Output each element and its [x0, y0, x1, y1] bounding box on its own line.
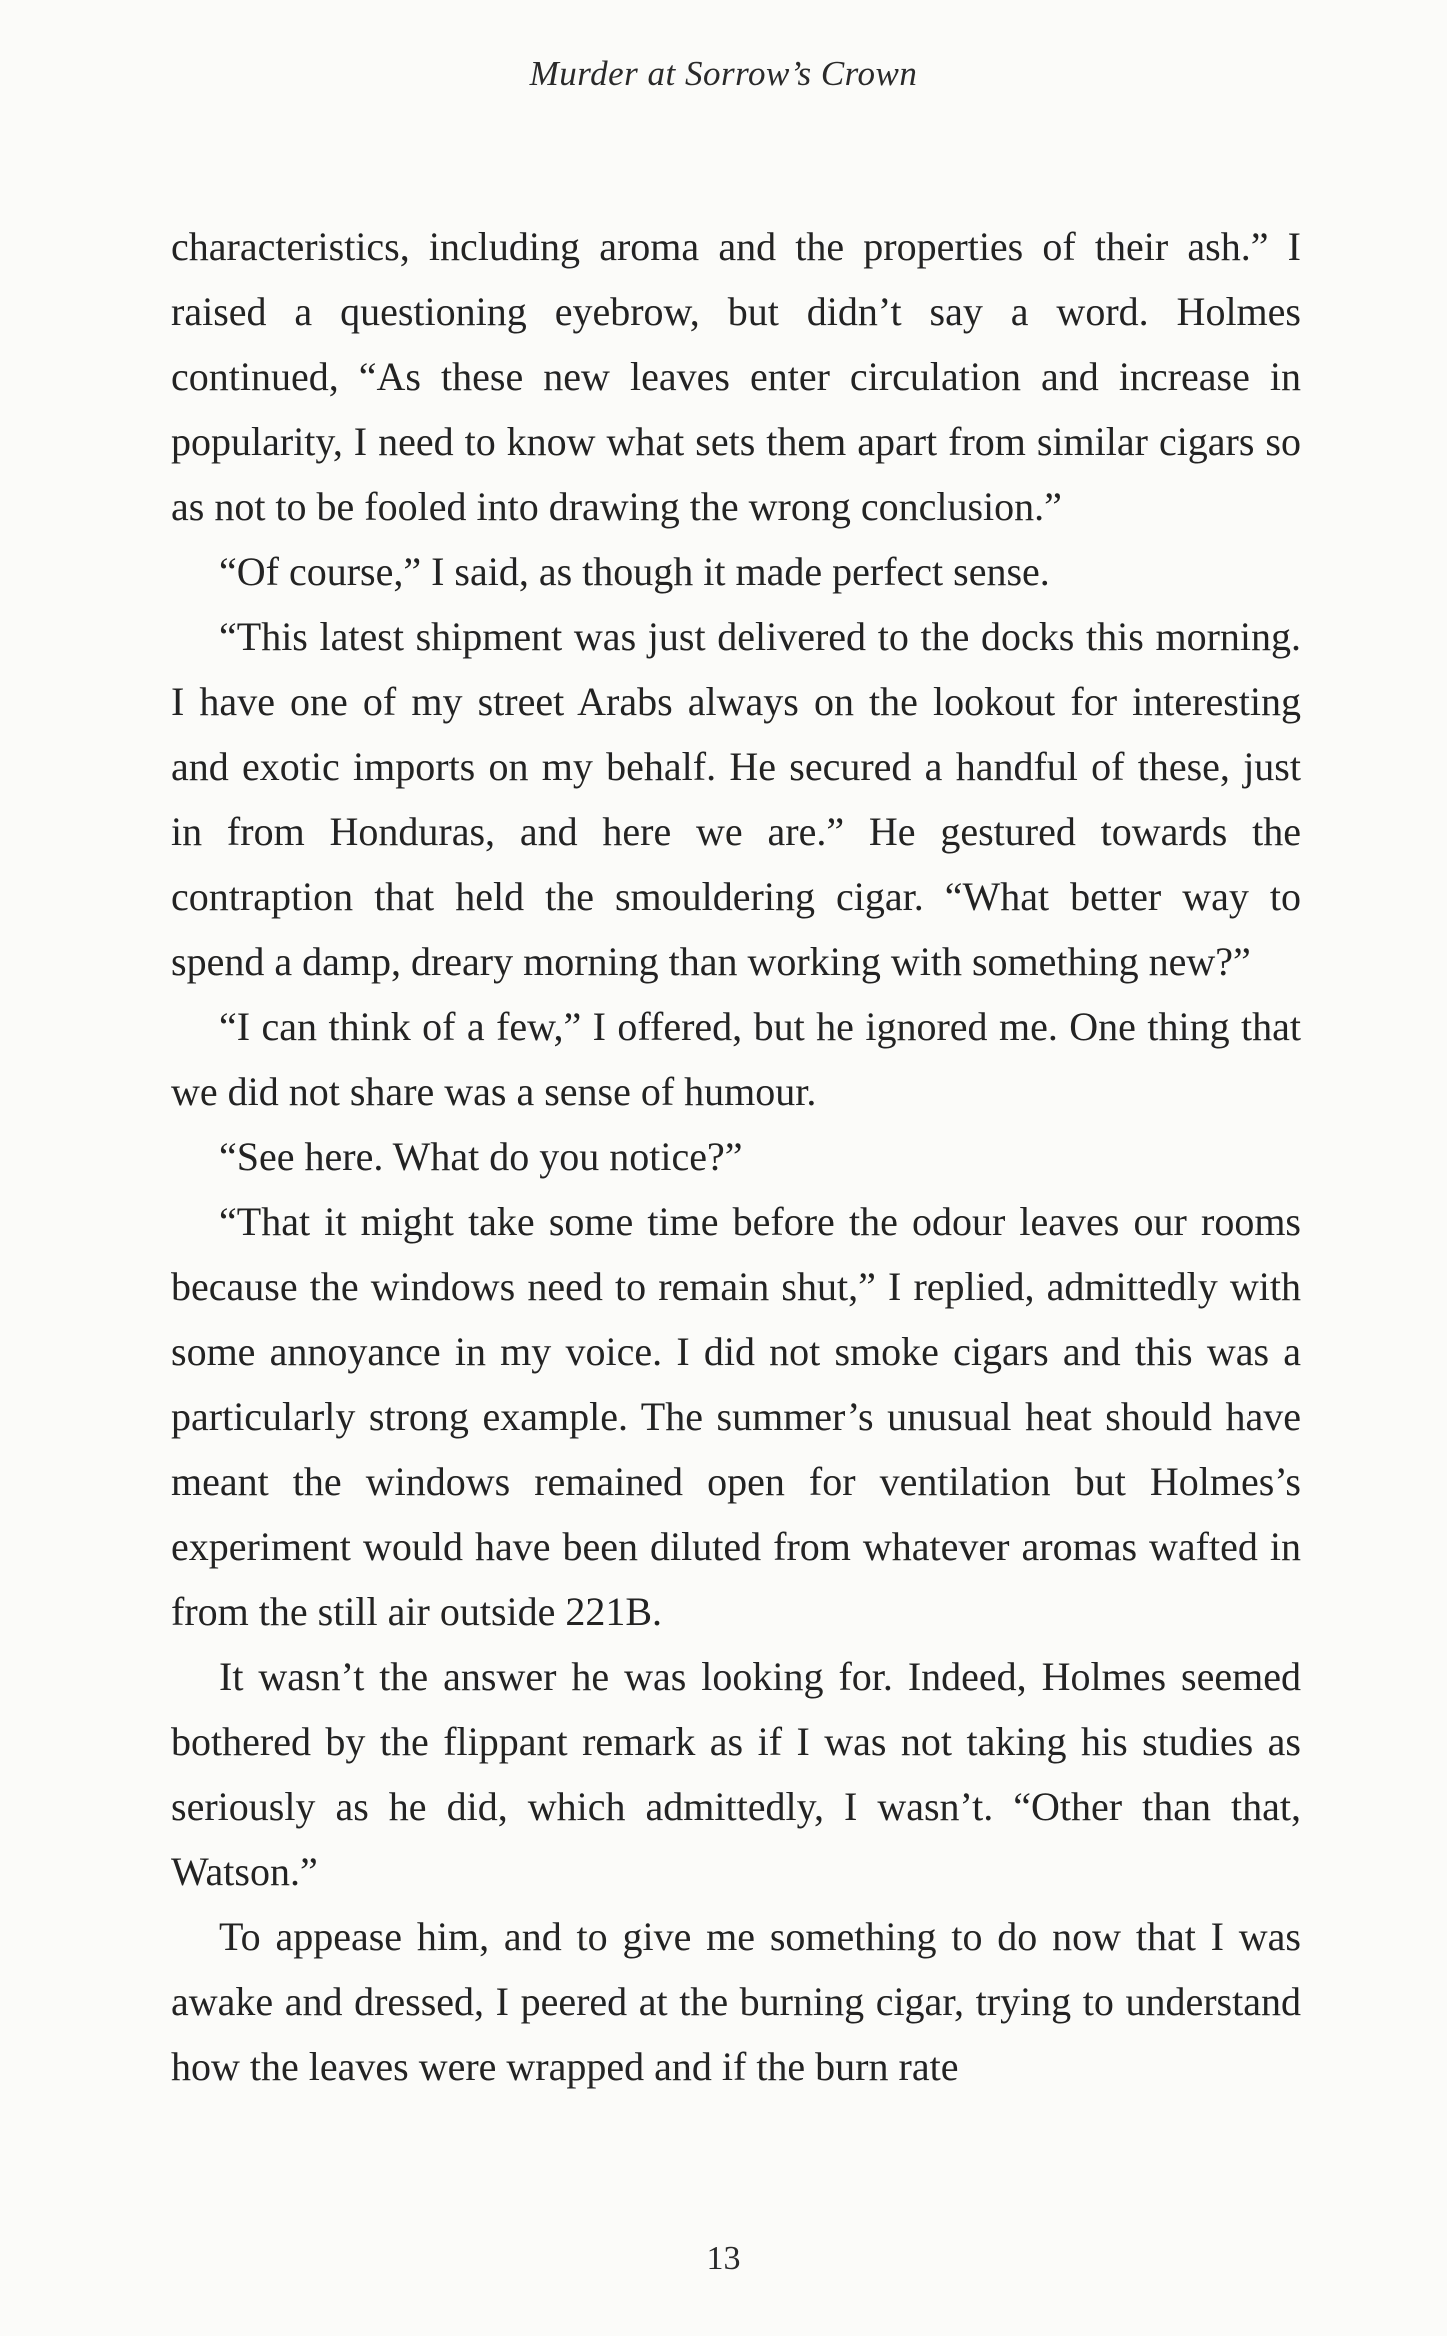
paragraph: “I can think of a few,” I offered, but he ignored me. One thing that we did not share was a sense of humour.	[171, 1004, 1301, 1114]
paragraph: It wasn’t the answer he was looking for. Indeed, Holmes seemed bothered by the flippant remark as if I was not taking his studies as seriously as he did, which admittedly, I wasn’t. “Other than that, Watson.”	[171, 1654, 1301, 1894]
paragraph: “Of course,” I said, as though it made perfect sense.	[219, 549, 1050, 594]
body-text	[171, 214, 1301, 2099]
paragraph: “This latest shipment was just delivered to the docks this morning. I have one of my street Arabs always on the lookout for interesting and exotic imports on my behalf. He secured a handful of these, just in from Honduras, and here we are.” He gestured towards the contraption that held the smouldering cigar. “What better way to spend a damp, dreary morning than working with something new?”	[171, 614, 1301, 984]
paragraph: “See here. What do you notice?”	[219, 1134, 743, 1179]
paragraph: To appease him, and to give me something to do now that I was awake and dressed, I peered at the burning cigar, trying to understand how the leaves were wrapped and if the burn rate	[171, 1914, 1301, 2089]
paragraph: “That it might take some time before the odour leaves our rooms because the windows need to remain shut,” I replied, admittedly with some annoyance in my voice. I did not smoke cigars and this was a particularly strong example. The summer’s unusual heat should have meant the windows remained open for ventilation but Holmes’s experiment would have been diluted from whatever aromas wafted in from the still air outside 221B.	[171, 1199, 1301, 1634]
running-header: Murder at Sorrow’s Crown	[529, 54, 918, 93]
page-number: 13	[706, 2240, 741, 2277]
paragraph: characteristics, including aroma and the properties of their ash.” I raised a questioning eyebrow, but didn’t say a word. Holmes continued, “As these new leaves enter circulation and increase in popularity, I need to know what sets them apart from similar cigars so as not to be fooled into drawing the wrong conclusion.”	[171, 224, 1301, 529]
